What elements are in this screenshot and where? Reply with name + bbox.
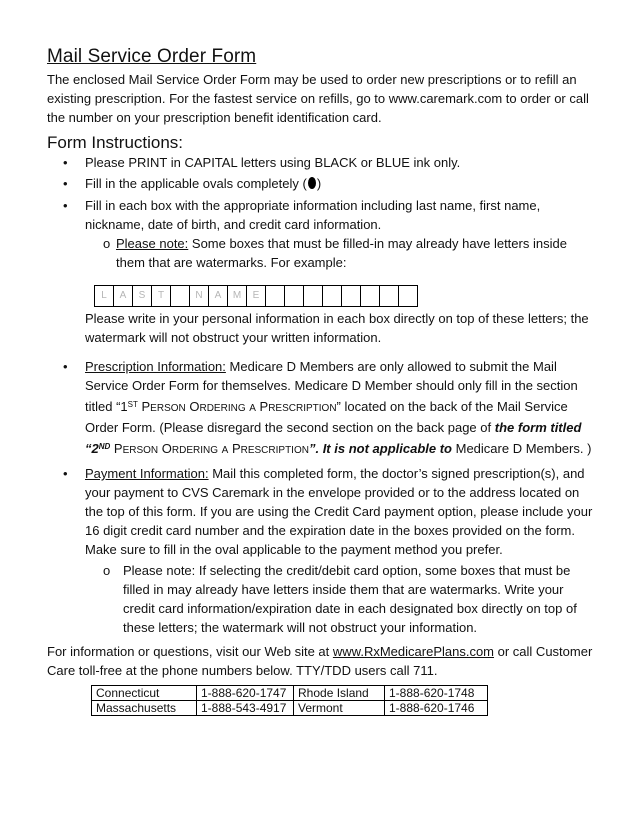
prescription-text: ” located on the back of the Mail Service Order Form. (Please disregard the second section on the back page of (85, 399, 568, 435)
write-instruction: Please write in your personal information in each box directly on top of these letters; the watermark will not obstruct your written information. (85, 311, 589, 345)
watermark-box (323, 286, 342, 306)
watermark-box (399, 286, 417, 306)
payment-info (85, 464, 593, 559)
intro-paragraph: The enclosed Mail Service Order Form may be used to order new prescriptions or to refill an existing prescription. For the fastest service on refills, go to www.caremark.com to order or call the number on your prescription benefit identification card. (47, 72, 589, 125)
table-row (92, 686, 488, 701)
table-row (92, 701, 488, 716)
boxes-instruction: Fill in each box with the appropriate information including last name, first name, nickname, date of birth, and credit card information. (85, 198, 541, 232)
note-label: Please note: (116, 236, 189, 251)
watermark-box: S (133, 286, 152, 306)
watermark-box (380, 286, 399, 306)
prescription-text: Medicare D Members. ) (455, 441, 592, 456)
small-caps-letter: P (113, 441, 123, 456)
phone-table (91, 685, 488, 716)
small-caps-letter: P (141, 399, 151, 414)
page-title: Mail Service Order Form (47, 46, 257, 67)
watermark-box: M (228, 286, 247, 306)
watermark-box: L (95, 286, 114, 306)
small-caps-text: RESCRIPTION (268, 403, 337, 414)
note-paragraph (116, 234, 596, 272)
state-cell: Massachusetts (92, 701, 197, 716)
small-caps-text: ERSON (150, 403, 186, 414)
contact-text: or call Customer Care toll-free at the phone numbers below. TTY/TDD users call 711. (47, 644, 593, 678)
ovals-text-end: ) (316, 176, 322, 191)
bullet-icon: • (63, 466, 68, 481)
watermark-box (361, 286, 380, 306)
bullet-icon: • (63, 155, 68, 170)
payment-note: Please note: If selecting the credit/debit card option, some boxes that must be filled in may already have letters inside them that are watermarks. Write your credit card information/expiration date in each designated box directly on top of these letters; the watermark will not obstruct your information. (123, 563, 577, 635)
watermark-box (342, 286, 361, 306)
contact-paragraph (47, 642, 607, 680)
small-caps-text: RDERING (199, 403, 246, 414)
bullet-icon: • (63, 198, 68, 213)
watermark-box: E (247, 286, 266, 306)
ovals-instruction (85, 174, 605, 193)
instructions-heading: Form Instructions: (47, 133, 184, 152)
contact-text: For information or questions, visit our Web site at (47, 644, 330, 659)
watermark-box: A (209, 286, 228, 306)
phone-cell: 1-888-620-1748 (385, 686, 488, 701)
website-link[interactable]: www.RxMedicarePlans.com (332, 644, 495, 659)
small-caps-text: ERSON (122, 445, 159, 456)
watermark-box: A (114, 286, 133, 306)
small-caps-letter: P (231, 441, 241, 456)
prescription-text: Medicare D Members are only allowed to submit the Mail Service Order Form for themselves. Medicare D Member should only fill in the section titled “1 (85, 359, 578, 414)
small-caps-letter: O (161, 441, 172, 456)
sub-bullet-icon: o (103, 563, 111, 578)
small-caps-letter: P (259, 399, 269, 414)
ovals-text: Fill in the applicable ovals completely ( (85, 176, 307, 191)
state-cell: Connecticut (92, 686, 197, 701)
small-caps-letter: O (189, 399, 200, 414)
phone-cell: 1-888-620-1746 (385, 701, 488, 716)
watermark-box: T (152, 286, 171, 306)
watermark-box (285, 286, 304, 306)
watermark-box: N (190, 286, 209, 306)
prescription-label: Prescription Information: (85, 359, 226, 374)
bullet-icon: • (63, 359, 68, 374)
watermark-box (304, 286, 323, 306)
small-caps-text: RESCRIPTION (240, 445, 309, 456)
watermark-box (266, 286, 285, 306)
superscript: ND (98, 442, 111, 451)
watermark-box (171, 286, 190, 306)
state-cell: Rhode Island (294, 686, 385, 701)
small-caps-text: A (221, 445, 229, 456)
watermark-example-boxes (94, 285, 418, 307)
state-cell: Vermont (294, 701, 385, 716)
print-instruction: Please PRINT in CAPITAL letters using BLACK or BLUE ink only. (85, 155, 461, 170)
filled-oval-icon (308, 177, 316, 189)
phone-cell: 1-888-620-1747 (197, 686, 294, 701)
superscript: ST (127, 400, 138, 409)
bold-text: ”. It is not applicable to (308, 441, 452, 456)
small-caps-text: RDERING (171, 445, 219, 456)
bullet-icon: • (63, 176, 68, 191)
phone-cell: 1-888-543-4917 (197, 701, 294, 716)
payment-text: Mail this completed form, the doctor’s signed prescription(s), and your payment to CVS Caremark in the envelope provided or to the address located on the top of this form. If you are using the Credit Card payment option, please include your 16 digit credit card number and the expiration date in the boxes provided on the form. Make sure to fill in the oval applicable to the payment method you prefer. (85, 466, 593, 557)
small-caps-text: A (249, 403, 256, 414)
payment-label: Payment Information: (85, 466, 209, 481)
sub-bullet-icon: o (103, 236, 111, 251)
bold-text: the form titled “2 (85, 420, 582, 456)
note-text: Some boxes that must be filled-in may already have letters inside them that are watermarks. For example: (116, 236, 567, 270)
prescription-info (85, 357, 593, 460)
